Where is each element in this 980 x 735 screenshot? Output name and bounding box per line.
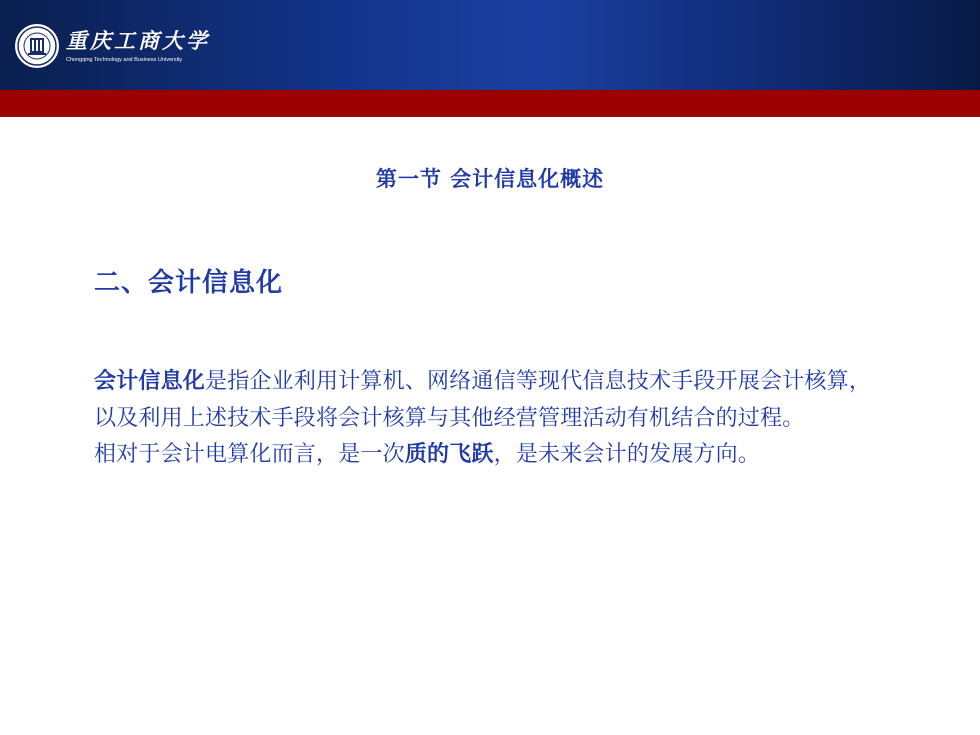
comparison-after: ，是未来会计的发展方向。 [493, 442, 761, 467]
section-title: 第一节 会计信息化概述 [375, 167, 605, 191]
comparison-bold: 质的飞跃 [404, 442, 494, 467]
definition-text: 是指企业利用计算机、网络通信等现代信息技术手段开展会计核算，以及利用上述技术手段将会计核算与其他经营管理活动有机结合的过程。 [94, 369, 872, 431]
comparison-before: 相对于会计电算化而言，是一次 [94, 442, 405, 467]
red-band [0, 90, 980, 117]
paragraph-definition [94, 364, 874, 437]
university-seal-icon [14, 23, 60, 69]
slide-heading: 二、会计信息化 [94, 268, 284, 298]
university-name-en: Chongqing Technology and Business University [66, 56, 183, 63]
bold-term: 会计信息化 [94, 369, 206, 394]
university-logo [14, 23, 210, 69]
paragraph-comparison [94, 437, 874, 474]
university-name-cn: 重庆工商大学 [66, 27, 210, 53]
slide-body [94, 364, 874, 474]
